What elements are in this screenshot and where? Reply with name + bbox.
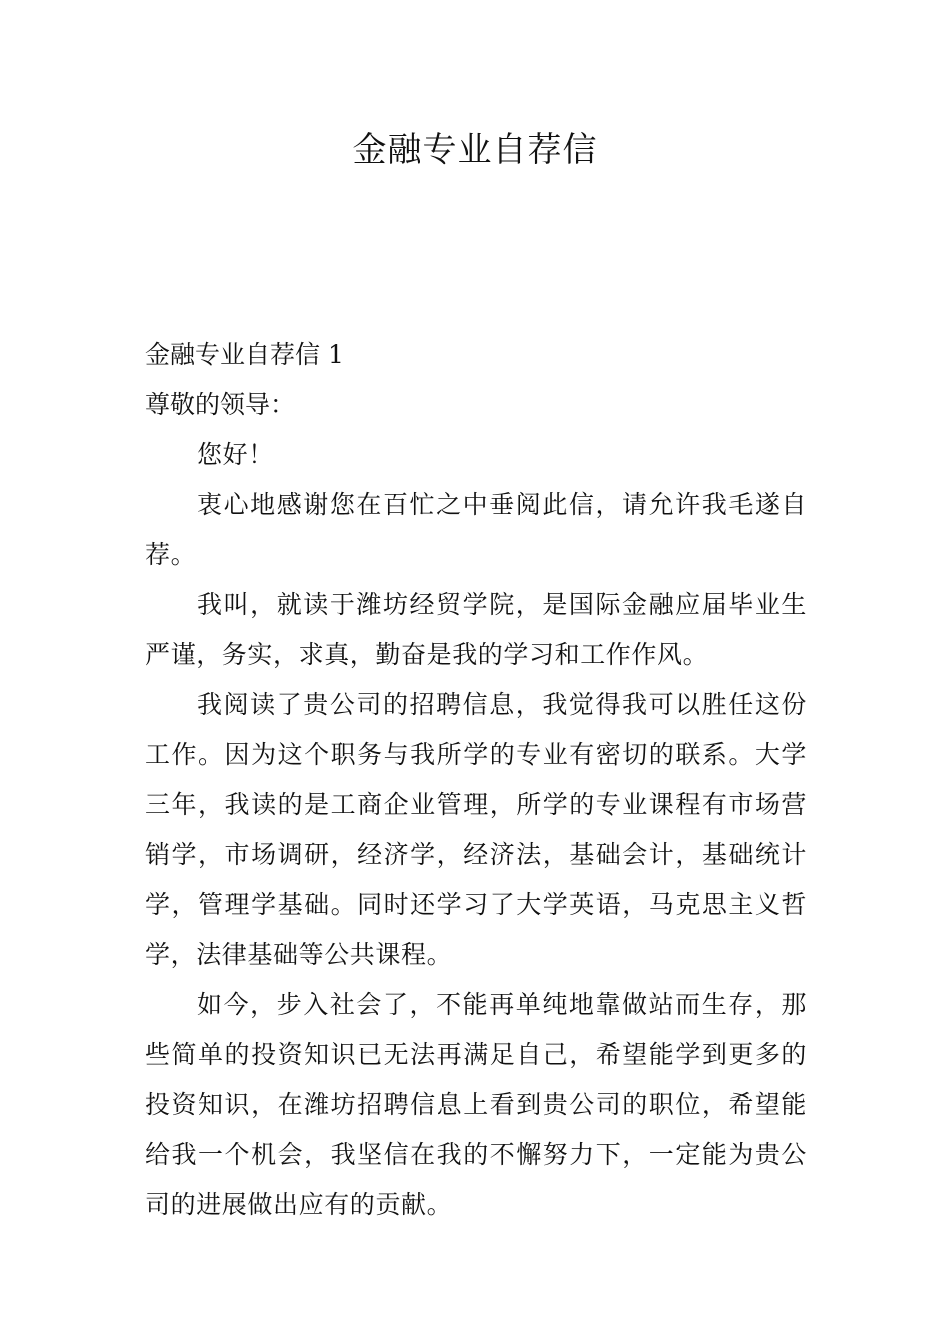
thanks-paragraph: 衷心地感谢您在百忙之中垂阅此信，请允许我毛遂自荐。 [145,490,807,569]
motivation-paragraph: 如今，步入社会了，不能再单纯地靠做站而生存，那些简单的投资知识已无法再满足自己，希望能学到更多的投资知识，在潍坊招聘信息上看到贵公司的职位，希望能给我一个机会，我坚信在我的不懈努力下，一定能为贵公司的进展做出应有的贡献。 [145,990,807,1219]
section-heading: 金融专业自荐信 1 [145,340,344,369]
introduction-paragraph: 我叫，就读于潍坊经贸学院，是国际金融应届毕业生严谨，务实，求真，勤奋是我的学习和工作作风。 [145,590,807,669]
greeting-paragraph: 您好！ [197,440,274,469]
qualification-paragraph: 我阅读了贵公司的招聘信息，我觉得我可以胜任这份工作。因为这个职务与我所学的专业有密切的联系。大学三年，我读的是工商企业管理，所学的专业课程有市场营销学，市场调研，经济学，经济法，基础会计，基础统计学，管理学基础。同时还学习了大学英语，马克思主义哲学，法律基础等公共课程。 [145,690,807,969]
document-title: 金融专业自荐信 [352,130,598,170]
salutation: 尊敬的领导： [145,390,296,419]
document-body [145,330,807,1230]
